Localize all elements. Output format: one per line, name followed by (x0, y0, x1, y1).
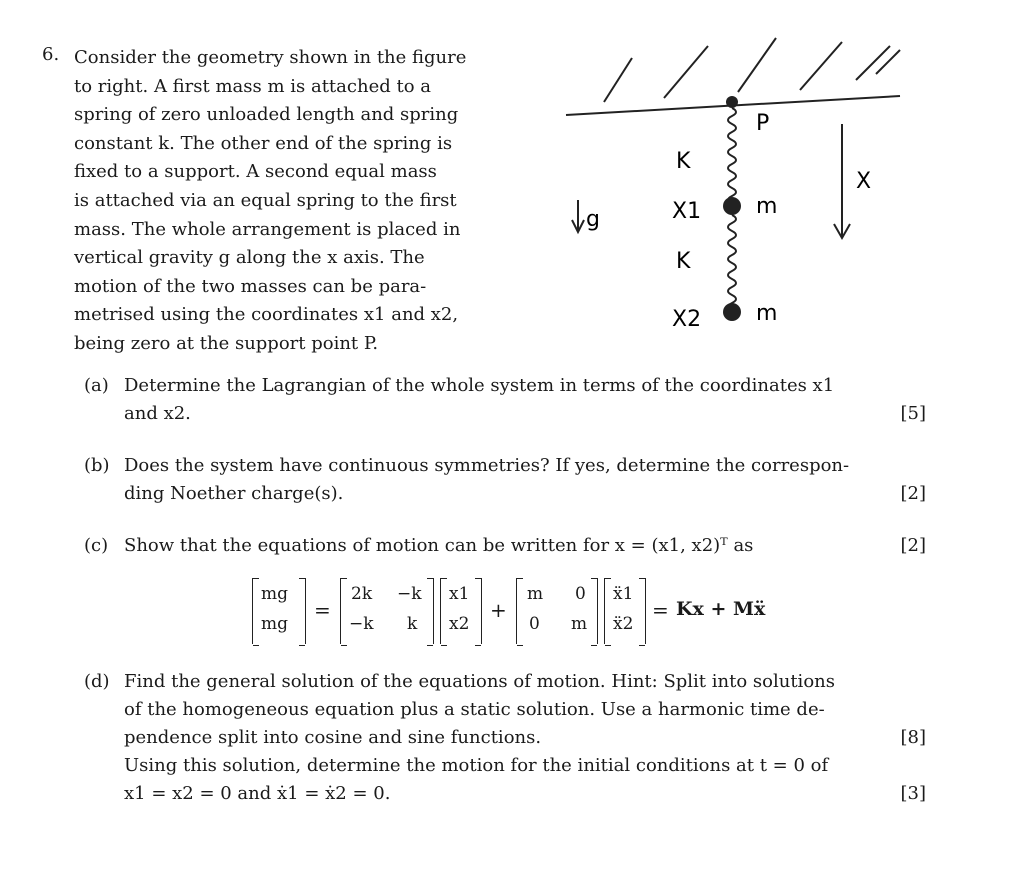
coordinate-vector (440, 578, 482, 644)
stiffness-entry: −k (397, 584, 422, 604)
spring-1 (728, 108, 736, 212)
mass-entry: 0 (575, 584, 586, 604)
acceleration-vector (604, 578, 646, 644)
stiffness-entry: k (407, 614, 418, 634)
part-a-line: Determine the Lagrangian of the whole system in terms of the coordinates x1 (124, 375, 835, 396)
part-d-line (124, 724, 926, 752)
part-c (84, 532, 926, 562)
mass-matrix (516, 578, 598, 644)
part-a-body (124, 372, 926, 428)
intro-line: Consider the geometry shown in the figure (74, 47, 467, 68)
part-a-line-2: and x2. (124, 403, 191, 424)
plus-sign: + (490, 598, 507, 622)
intro-line: metrised using the coordinates x1 and x2, (74, 304, 459, 326)
point-label-p: P (756, 111, 770, 136)
part-c-label: (c) (84, 535, 109, 556)
mass-2 (723, 303, 741, 321)
spring-2-label: K (676, 249, 691, 274)
mass-2-coord-label: X2 (672, 307, 702, 332)
question-number: 6. (42, 44, 60, 65)
part-b-body (124, 452, 926, 508)
part-a (84, 372, 926, 432)
part-b-label: (b) (84, 455, 110, 476)
mass-entry: m (571, 614, 588, 634)
part-d-marks-1: [8] (900, 727, 926, 748)
part-d-line: Find the general solution of the equations of motion. Hint: Split into solutions (124, 671, 835, 692)
intro-line: constant k. The other end of the spring is (74, 132, 453, 154)
part-a-line (124, 400, 926, 428)
gravity-label: g (586, 207, 600, 232)
mass-entry: m (527, 584, 544, 604)
part-c-line (124, 532, 926, 560)
ceiling-hatching (604, 38, 900, 102)
spring-mass-figure (560, 28, 930, 358)
compact-form: Kx + Mẍ (676, 598, 766, 620)
coordinate-entry: x2 (449, 614, 470, 634)
mass-entry: 0 (529, 614, 540, 634)
lhs-entry: mg (261, 584, 289, 604)
part-d-line-5: x1 = x2 = 0 and ẋ1 = ẋ2 = 0. (124, 783, 391, 804)
part-a-label: (a) (84, 375, 109, 396)
part-d-line: Using this solution, determine the motion for the initial conditions at t = 0 of (124, 755, 829, 776)
part-a-marks: [5] (900, 403, 926, 424)
lhs-entry: mg (261, 614, 289, 634)
intro-line: to right. A first mass m is attached to a (74, 75, 431, 97)
equation-of-motion (252, 578, 812, 648)
intro-line: being zero at the support point P. (74, 332, 379, 354)
part-d (84, 668, 926, 818)
question-intro (74, 44, 504, 359)
part-d-line: of the homogeneous equation plus a static solution. Use a harmonic time de- (124, 699, 825, 720)
spring-1-label: K (676, 149, 691, 174)
part-d-line (124, 780, 926, 808)
acceleration-entry: ẍ1 (613, 584, 634, 604)
x-axis-label: X (856, 169, 872, 194)
intro-line: is attached via an equal spring to the first (74, 189, 457, 211)
support-point-dot (726, 96, 738, 108)
coordinate-entry: x1 (449, 584, 470, 604)
acceleration-entry: ẍ2 (613, 614, 634, 634)
part-c-line-1: Show that the equations of motion can be written for x = (x1, x2)ᵀ as (124, 535, 754, 556)
mass-1 (723, 197, 741, 215)
part-b-line: Does the system have continuous symmetries? If yes, determine the correspon- (124, 455, 850, 476)
lhs-vector (252, 578, 306, 644)
part-d-marks-2: [3] (900, 783, 926, 804)
part-d-body (124, 668, 926, 808)
intro-line: mass. The whole arrangement is placed in (74, 218, 461, 240)
spring-mass-diagram (560, 28, 930, 358)
part-b-line (124, 480, 926, 508)
intro-line: vertical gravity g along the x axis. The (74, 247, 425, 269)
mass-2-label: m (756, 301, 778, 326)
part-c-marks: [2] (900, 535, 926, 556)
intro-line: motion of the two masses can be para- (74, 275, 427, 297)
equals-sign: = (314, 598, 331, 622)
spring-2 (728, 215, 736, 315)
mass-1-label: m (756, 194, 778, 219)
part-b-marks: [2] (900, 483, 926, 504)
intro-line: spring of zero unloaded length and spring (74, 104, 459, 126)
part-c-body (124, 532, 926, 560)
part-b-line-2: ding Noether charge(s). (124, 483, 344, 504)
part-d-line-3: pendence split into cosine and sine functions. (124, 727, 542, 748)
part-b (84, 452, 926, 512)
mass-1-coord-label: X1 (672, 199, 702, 224)
stiffness-matrix (340, 578, 434, 644)
equals-sign-2: = (652, 598, 669, 622)
intro-line: fixed to a support. A second equal mass (74, 161, 437, 183)
part-d-label: (d) (84, 671, 110, 692)
stiffness-entry: −k (349, 614, 374, 634)
stiffness-entry: 2k (351, 584, 373, 604)
